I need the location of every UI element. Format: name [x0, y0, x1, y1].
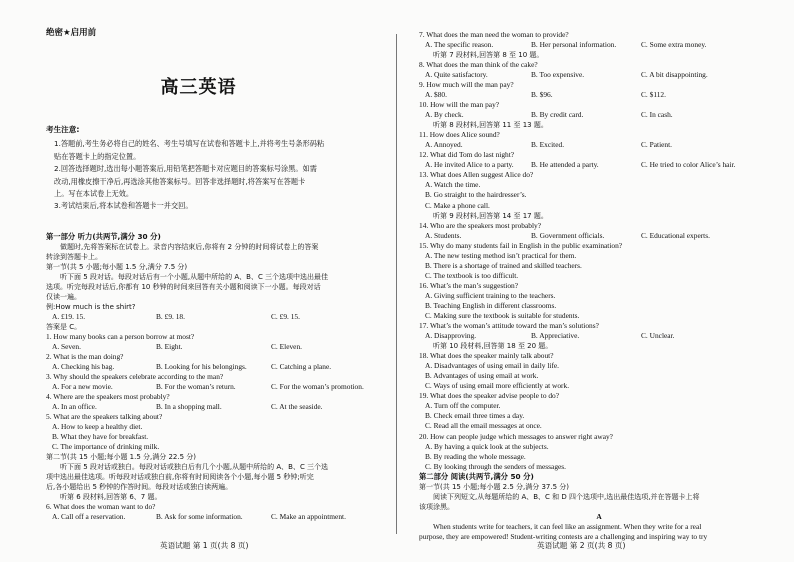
question-11: 11. How does Alice sound? — [419, 130, 500, 140]
question-3-options — [46, 382, 388, 392]
section1-intro: 听下面 5 段对话。每段对话后有一个小题,从题中所给的 A、B、C 三个选项中选出最佳 — [60, 273, 329, 281]
exam-title: 高三英语 — [160, 77, 237, 98]
notes-line: 改动,用橡皮擦干净后,再选涂其他答案标号。回答非选择题时,将答案写在答题卡 — [54, 176, 306, 186]
section2-intro: 听下面 5 段对话或独白。每段对话或独白后有几个小题,从题中所给的 A、B、C 三个选 — [60, 463, 329, 471]
notes-line: 贴在答题卡上的指定位置。 — [54, 151, 141, 161]
option: A. He invited Alice to a party. — [425, 160, 514, 170]
option: C. Make a phone call. — [425, 200, 490, 210]
option: A. For a new movie. — [52, 382, 113, 391]
option: C. Make an appointment. — [271, 512, 346, 521]
question-1: 1. How many books can a person borrow at most? — [46, 332, 195, 341]
question-10-options — [419, 110, 779, 120]
option: B. By reading the whole message. — [425, 451, 526, 461]
question-10: 10. How will the man pay? — [419, 100, 500, 110]
part2-section1-heading: 第一节(共 15 小题;每小题 2.5 分,满分 37.5 分) — [419, 482, 570, 491]
option: B. In a shopping mall. — [156, 402, 222, 411]
question-8-options — [419, 70, 779, 80]
option: C. Catching a plane. — [271, 362, 332, 371]
option: A. In an office. — [52, 402, 97, 411]
part2-heading: 第二部分 阅读(共两节,满分 50 分) — [419, 471, 534, 481]
question-2-options — [46, 362, 388, 372]
option: B. By credit card. — [531, 110, 584, 120]
question-14: 14. Who are the speakers most probably? — [419, 220, 541, 230]
option: C. The importance of drinking milk. — [52, 442, 160, 451]
option: A. The new testing method isn’t practical for them. — [425, 250, 577, 260]
option: C. In cash. — [641, 110, 673, 120]
option: C. He tried to color Alice’s hair. — [641, 160, 736, 170]
option: C. A bit disappointing. — [641, 70, 708, 80]
question-5: 5. What are the speakers talking about? — [46, 412, 163, 421]
option: B. Ask for some information. — [156, 512, 243, 521]
section2-intro: 后,各小题给出 5 秒钟的作答时间。每段对话或独白读两遍。 — [46, 483, 233, 491]
option: C. The textbook is too difficult. — [425, 270, 519, 280]
option: B. Her personal information. — [531, 40, 617, 50]
question-12-options — [419, 160, 779, 170]
confidential-mark: 绝密★启用前 — [46, 28, 97, 38]
option: A. How to keep a healthy diet. — [52, 422, 143, 431]
option: C. Patient. — [641, 140, 672, 150]
example-answer: 答案是 C。 — [46, 323, 82, 331]
option: C. Some extra money. — [641, 40, 707, 50]
example-question: 例:How much is the shirt? — [46, 303, 136, 311]
option: B. £9. 18. — [156, 312, 185, 321]
section2-intro: 项中选出最佳选项。听每段对话或独白前,你将有时间阅读各个小题,每小题 5 秒钟;听完 — [46, 473, 314, 481]
question-17-options — [419, 331, 779, 341]
right-column — [419, 30, 779, 542]
option: B. Advantages of using email at work. — [425, 371, 539, 381]
part2-intro: 该项涂黑。 — [419, 502, 454, 511]
question-7: 7. What does the man need the woman to provide? — [419, 30, 569, 39]
option: C. Read all the email messages at once. — [425, 421, 542, 431]
part1-intro: 做题时,先将答案标在试卷上。录音内容结束后,你将有 2 分钟的时间将试卷上的答案 — [60, 243, 319, 251]
option: C. Making sure the textbook is suitable for students. — [425, 310, 580, 320]
question-18: 18. What does the speaker mainly talk about? — [419, 351, 554, 361]
option: B. Government officials. — [531, 230, 605, 240]
example-options — [46, 312, 388, 322]
question-19: 19. What does the speaker advise people to do? — [419, 391, 560, 401]
option: C. Eleven. — [271, 342, 302, 351]
option: B. For the woman’s return. — [156, 382, 236, 391]
notes-line: 1.答题前,考生务必将自己的姓名、考生号填写在试卷和答题卡上,并将考生号条形码粘 — [54, 139, 325, 149]
question-2: 2. What is the man doing? — [46, 352, 124, 361]
option: B. Too expensive. — [531, 70, 585, 80]
option: A. The specific reason. — [425, 40, 494, 50]
question-9-options — [419, 90, 779, 100]
page-footer-2: 英语试题 第 2 页(共 8 页) — [537, 541, 626, 550]
part2-intro: 阅读下列短文,从每题所给的 A、B、C 和 D 四个选项中,选出最佳选项,并在答题卡上将 — [433, 492, 700, 501]
listen-instruction: 听第 6 段材料,回答第 6、7 题。 — [60, 493, 162, 501]
option: A. Seven. — [52, 342, 81, 351]
option: A. Disapproving. — [425, 331, 477, 341]
question-15: 15. Why do many students fail in English in the public examination? — [419, 240, 623, 250]
question-7-options — [419, 40, 779, 50]
option: A. By check. — [425, 110, 464, 120]
question-13: 13. What does Allen suggest Alice do? — [419, 170, 534, 180]
option: A. Quite satisfactory. — [425, 70, 488, 80]
option: C. $112. — [641, 90, 666, 100]
option: B. $96. — [531, 90, 553, 100]
option: A. Watch the time. — [425, 180, 481, 190]
question-4: 4. Where are the speakers most probably? — [46, 392, 170, 401]
question-3: 3. Why should the speakers celebrate according to the man? — [46, 372, 224, 381]
option: A. $80. — [425, 90, 447, 100]
part1-intro: 转涂到答题卡上。 — [46, 253, 102, 261]
listen-instruction: 听第 10 段材料,回答第 18 至 20 题。 — [433, 342, 553, 351]
question-4-options — [46, 402, 388, 412]
question-12: 12. What did Tom do last night? — [419, 150, 515, 160]
option: B. Eight. — [156, 342, 183, 351]
notes-heading: 考生注意: — [46, 125, 80, 134]
option: A. Students. — [425, 230, 462, 240]
option: A. Annoyed. — [425, 140, 463, 150]
part1-heading: 第一部分 听力(共两节,满分 30 分) — [46, 232, 161, 241]
option: B. Appreciative. — [531, 331, 580, 341]
option: A. Turn off the computer. — [425, 401, 501, 411]
option: C. £9. 15. — [271, 312, 300, 321]
listen-instruction: 听第 9 段材料,回答第 14 至 17 题。 — [433, 211, 548, 220]
option: C. By looking through the senders of messages. — [425, 461, 567, 471]
option: B. There is a shortage of trained and skilled teachers. — [425, 260, 582, 270]
section2-heading: 第二节(共 15 小题;每小题 1.5 分,满分 22.5 分) — [46, 453, 197, 461]
section1-intro: 仅读一遍。 — [46, 293, 81, 301]
option: B. Check email three times a day. — [425, 411, 525, 421]
option: B. What they have for breakfast. — [52, 432, 149, 441]
option: C. Ways of using email more efficiently at work. — [425, 381, 570, 391]
option: B. Excited. — [531, 140, 565, 150]
question-11-options — [419, 140, 779, 150]
question-9: 9. How much will the man pay? — [419, 80, 514, 90]
column-divider — [396, 34, 397, 534]
passage-line: When students write for teachers, it can feel like an assignment. When they write for a real — [433, 521, 702, 531]
option: B. Go straight to the hairdresser’s. — [425, 190, 527, 200]
listen-instruction: 听第 7 段材料,回答第 8 至 10 题。 — [433, 51, 544, 60]
page-footer-1: 英语试题 第 1 页(共 8 页) — [160, 541, 249, 550]
listen-instruction: 听第 8 段材料,回答第 11 至 13 题。 — [433, 121, 548, 130]
option: B. Looking for his belongings. — [156, 362, 247, 371]
notes-line: 上。写在本试卷上无效。 — [54, 189, 134, 199]
option: A. Call off a reservation. — [52, 512, 126, 521]
question-16: 16. What’s the man’s suggestion? — [419, 280, 519, 290]
passage-line: purpose, they are empowered! Student-writing contests are a challenging and inspiring way to try — [419, 531, 708, 541]
section1-intro: 选项。听完每段对话后,你都有 10 秒钟的时间来回答有关小题和阅读下一小题。每段对话 — [46, 283, 321, 291]
candidate-notes — [46, 124, 386, 213]
notes-line: 3.考试结束后,将本试卷和答题卡一并交回。 — [54, 201, 193, 211]
option: C. Educational experts. — [641, 230, 710, 240]
option: A. Disadvantages of using email in daily life. — [425, 361, 560, 371]
section1-heading: 第一节(共 5 小题;每小题 1.5 分,满分 7.5 分) — [46, 263, 188, 271]
option: C. Unclear. — [641, 331, 675, 341]
passage-label: A — [596, 511, 602, 521]
left-column — [46, 232, 388, 522]
option: C. For the woman’s promotion. — [271, 382, 364, 391]
question-14-options — [419, 231, 779, 241]
notes-line: 2.回答选择题时,选出每小题答案后,用铅笔把答题卡对应题目的答案标号涂黑。如需 — [54, 164, 317, 174]
option: A. Giving sufficient training to the teachers. — [425, 290, 556, 300]
question-6: 6. What does the woman want to do? — [46, 502, 156, 511]
option: A. By having a quick look at the subjects. — [425, 441, 549, 451]
option: B. Teaching English in different classrooms. — [425, 300, 557, 310]
option: C. At the seaside. — [271, 402, 323, 411]
option: A. Checking his bag. — [52, 362, 115, 371]
option: A. £19. 15. — [52, 312, 86, 321]
question-8: 8. What does the man think of the cake? — [419, 60, 538, 70]
question-20: 20. How can people judge which messages to answer right away? — [419, 431, 613, 441]
question-17: 17. What’s the woman’s attitude toward the man’s solutions? — [419, 321, 599, 331]
question-1-options — [46, 342, 388, 352]
option: B. He attended a party. — [531, 160, 599, 170]
question-6-options — [46, 512, 388, 522]
